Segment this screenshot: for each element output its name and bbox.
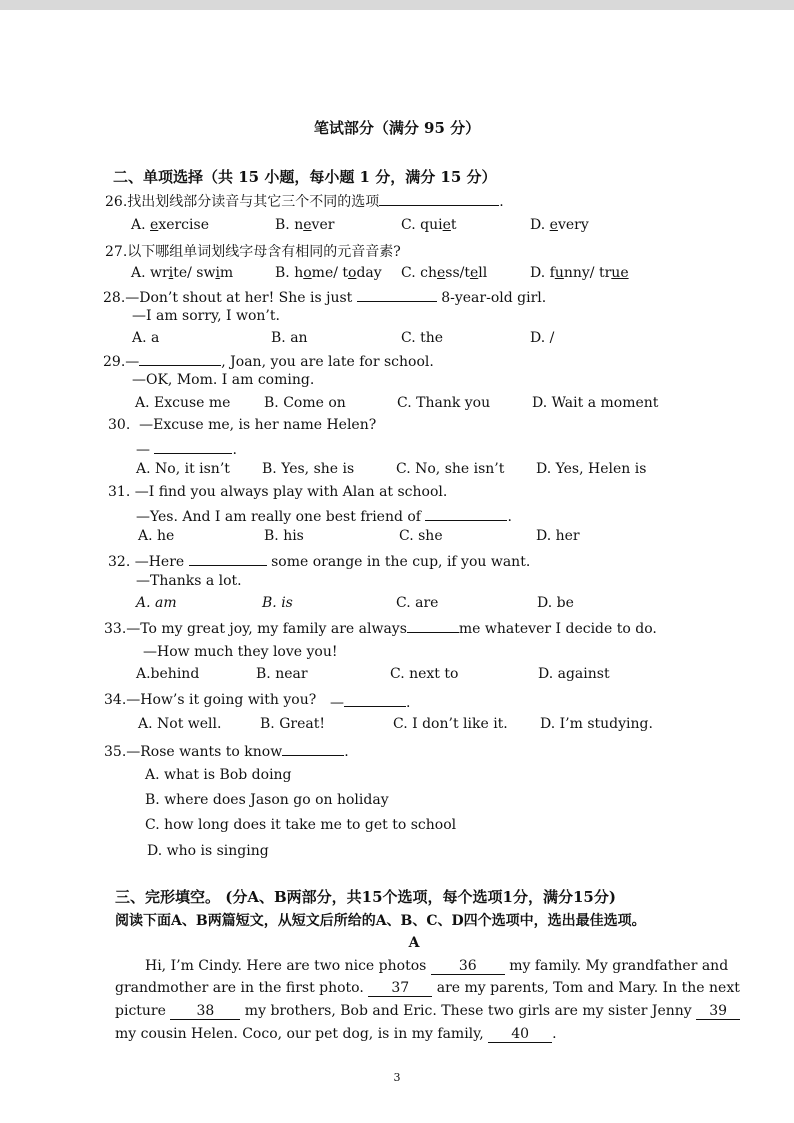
option-27-d[interactable]: D. funny/ true [530, 265, 629, 281]
option-34-c[interactable]: C. I don’t like it. [393, 716, 508, 732]
option-27-c[interactable]: C. chess/tell [401, 265, 488, 281]
question-33: 33.—To my great joy, my family are always me whatever I decide to do. [104, 618, 657, 637]
option-33-b[interactable]: B. near [256, 666, 308, 682]
option-29-b[interactable]: B. Come on [264, 395, 346, 411]
option-33-c[interactable]: C. next to [390, 666, 459, 682]
question-30: 30. —Excuse me, is her name Helen? [108, 417, 377, 433]
question-26: 26.找出划线部分读音与其它三个不同的选项 . [105, 191, 504, 211]
section3-instruction: 阅读下面A、B两篇短文，从短文后所给的A、B、C、D四个选项中，选出最佳选项。 [115, 913, 646, 929]
passage-line-2: grandmother are in the first photo. 37 are my parents, Tom and Mary. In the next [115, 980, 740, 996]
passage-line-3: picture 38 my brothers, Bob and Eric. These two girls are my sister Jenny 39 [115, 1003, 740, 1020]
page-title: 笔试部分（满分 95 分） [313, 119, 481, 137]
option-35-a[interactable]: A. what is Bob doing [145, 767, 292, 783]
option-30-a[interactable]: A. No, it isn’t [136, 461, 230, 477]
blank-40[interactable]: 40 [488, 1026, 552, 1043]
option-33-d[interactable]: D. against [538, 666, 610, 682]
option-30-c[interactable]: C. No, she isn’t [396, 461, 505, 477]
blank-37[interactable]: 37 [368, 980, 432, 997]
question-32: 32. —Here some orange in the cup, if you want. [108, 551, 530, 570]
response-29: —OK, Mom. I am coming. [132, 372, 315, 388]
option-28-d[interactable]: D. / [530, 330, 555, 346]
question-35: 35.—Rose wants to know . [104, 741, 349, 760]
option-34-d[interactable]: D. I’m studying. [540, 716, 653, 732]
option-32-b[interactable]: B. is [262, 595, 293, 611]
option-31-c[interactable]: C. she [399, 528, 443, 544]
question-28: 28.—Don’t shout at her! She is just 8-year-old girl. [103, 287, 546, 306]
option-28-a[interactable]: A. a [132, 330, 160, 346]
option-28-b[interactable]: B. an [271, 330, 308, 346]
option-32-c[interactable]: C. are [396, 595, 439, 611]
option-29-d[interactable]: D. Wait a moment [532, 395, 659, 411]
passage-line-1: Hi, I’m Cindy. Here are two nice photos 36 my family. My grandfather and [145, 958, 729, 974]
option-30-d[interactable]: D. Yes, Helen is [536, 461, 647, 477]
passage-label: A [408, 935, 420, 951]
option-26-b[interactable]: B. never [275, 217, 335, 233]
option-31-d[interactable]: D. her [536, 528, 580, 544]
option-35-c[interactable]: C. how long does it take me to get to school [145, 817, 457, 833]
option-27-b[interactable]: B. home/ today [275, 265, 382, 281]
option-31-b[interactable]: B. his [264, 528, 304, 544]
option-29-c[interactable]: C. Thank you [397, 395, 491, 411]
passage-line-4: my cousin Helen. Coco, our pet dog, is in my family, 40 . [115, 1026, 557, 1042]
option-35-d[interactable]: D. who is singing [147, 843, 269, 859]
option-34-a[interactable]: A. Not well. [138, 716, 222, 732]
question-27: 27.以下哪组单词划线字母含有相同的元音音素? [105, 244, 401, 260]
option-32-d[interactable]: D. be [537, 595, 574, 611]
question-31: 31. —I find you always play with Alan at school. [108, 484, 448, 500]
option-29-a[interactable]: A. Excuse me [135, 395, 231, 411]
question-34: 34.—How’s it going with you? [104, 692, 317, 708]
response-30: — . [136, 439, 237, 458]
response-31: —Yes. And I am really one best friend of . [136, 506, 512, 525]
section2-heading: 二、单项选择（共 15 小题，每小题 1 分，满分 15 分） [113, 168, 497, 186]
page-number: 3 [393, 1071, 401, 1084]
option-34-b[interactable]: B. Great! [260, 716, 325, 732]
response-28: —I am sorry, I won’t. [132, 308, 280, 324]
response-34: — . [330, 692, 410, 711]
blank-36[interactable]: 36 [431, 958, 505, 975]
option-26-a[interactable]: A. exercise [131, 217, 209, 233]
option-27-a[interactable]: A. write/ swim [131, 265, 234, 281]
blank-39[interactable]: 39 [696, 1003, 740, 1020]
question-29: 29.— , Joan, you are late for school. [103, 351, 434, 370]
option-35-b[interactable]: B. where does Jason go on holiday [145, 792, 389, 808]
option-30-b[interactable]: B. Yes, she is [262, 461, 355, 477]
option-26-d[interactable]: D. every [530, 217, 589, 233]
blank-38[interactable]: 38 [170, 1003, 240, 1020]
option-31-a[interactable]: A. he [138, 528, 175, 544]
response-32: —Thanks a lot. [136, 573, 242, 589]
option-33-a[interactable]: A.behind [136, 666, 200, 682]
option-32-a[interactable]: A. am [136, 595, 177, 611]
response-33: —How much they love you! [143, 644, 338, 660]
option-26-c[interactable]: C. quiet [401, 217, 457, 233]
scan-top-edge [0, 0, 794, 10]
option-28-c[interactable]: C. the [401, 330, 444, 346]
section3-heading: 三、完形填空。 (分A、B两部分，共15个选项，每个选项1分，满分15分) [115, 888, 616, 906]
